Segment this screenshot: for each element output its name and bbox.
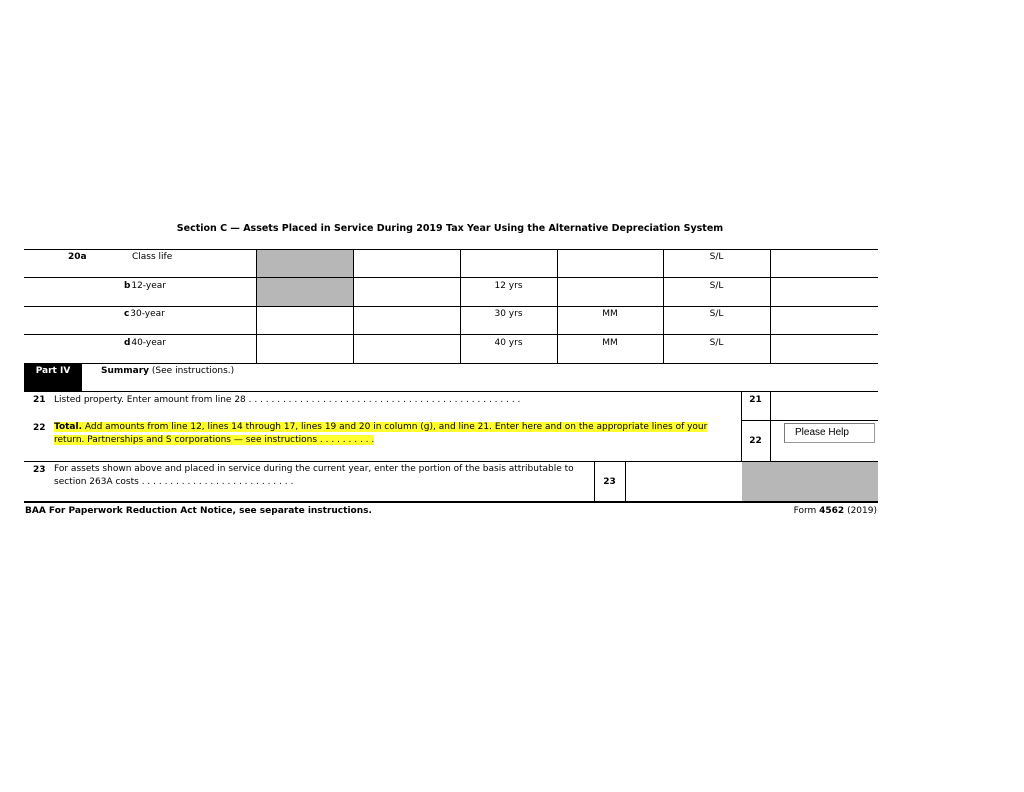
line-21-text: Listed property. Enter amount from line 28 . . . . . . . . . . . . . . . . . . . . . . . . . . . . . . . . . . . . . . . . . . . . . . . .	[54, 395, 521, 405]
shaded-cell	[256, 250, 353, 278]
deduction-input[interactable]	[771, 307, 878, 334]
footer-notice: BAA For Paperwork Reduction Act Notice, see separate instructions.	[25, 506, 372, 516]
box-rule	[741, 420, 878, 421]
recovery-period: 40 yrs	[494, 338, 523, 348]
line-22-text: Total. Add amounts from line 12, lines 14 through 17, lines 19 and 20 in column (g), and line 21. Enter here and on the appropriate lines of your return. Partnerships and S corporations — see instructions . . . . . . . . . .	[54, 422, 708, 445]
shaded-cell	[256, 278, 353, 306]
date-input[interactable]	[257, 335, 353, 363]
line-21-box: 21	[749, 395, 762, 405]
deduction-input[interactable]	[771, 278, 878, 306]
convention-value: MM	[602, 338, 618, 348]
deduction-input[interactable]	[771, 335, 878, 363]
row-label: d 40-year	[124, 338, 166, 348]
basis-input[interactable]	[354, 307, 460, 334]
basis-input[interactable]	[354, 278, 460, 306]
deduction-input[interactable]	[771, 250, 878, 277]
line-23-box: 23	[603, 477, 616, 487]
form-bottom-rule	[24, 501, 878, 503]
line-21-input[interactable]	[771, 392, 878, 419]
convention-value: MM	[602, 309, 618, 319]
part-iv-title: Summary (See instructions.)	[101, 366, 235, 376]
date-input[interactable]	[257, 307, 353, 334]
method-value: S/L	[709, 309, 724, 319]
line-21-number: 21	[33, 395, 46, 405]
line-number: 20a	[68, 252, 87, 262]
method-value: S/L	[709, 281, 724, 291]
form-number-label: Form 4562 (2019)	[793, 506, 877, 516]
recovery-period: 12 yrs	[494, 281, 523, 291]
basis-input[interactable]	[354, 250, 460, 277]
row-label: b 12-year	[124, 281, 166, 291]
basis-input[interactable]	[354, 335, 460, 363]
shaded-cell	[742, 462, 878, 501]
line-23-number: 23	[33, 465, 46, 475]
method-value: S/L	[709, 252, 724, 262]
line-23-input[interactable]	[626, 462, 741, 501]
section-c-title: Section C — Assets Placed in Service During 2019 Tax Year Using the Alternative Depreciation System	[176, 223, 724, 234]
table-rule	[24, 363, 878, 364]
line-22-total-field[interactable]: Please Help	[784, 423, 875, 443]
row-label: Class life	[132, 252, 173, 262]
method-value: S/L	[709, 338, 724, 348]
line-22-box: 22	[749, 436, 762, 446]
line-22-number: 22	[33, 423, 46, 433]
recovery-period: 30 yrs	[494, 309, 523, 319]
row-label: c 30-year	[124, 309, 165, 319]
line-23-text: For assets shown above and placed in service during the current year, enter the portion of the basis attributable to section 263A costs . . . . . . . . . . . . . . . . . . . . . . . . . . .	[54, 464, 574, 487]
part-iv-tag: Part IV	[24, 363, 82, 391]
part-rule	[24, 391, 878, 392]
